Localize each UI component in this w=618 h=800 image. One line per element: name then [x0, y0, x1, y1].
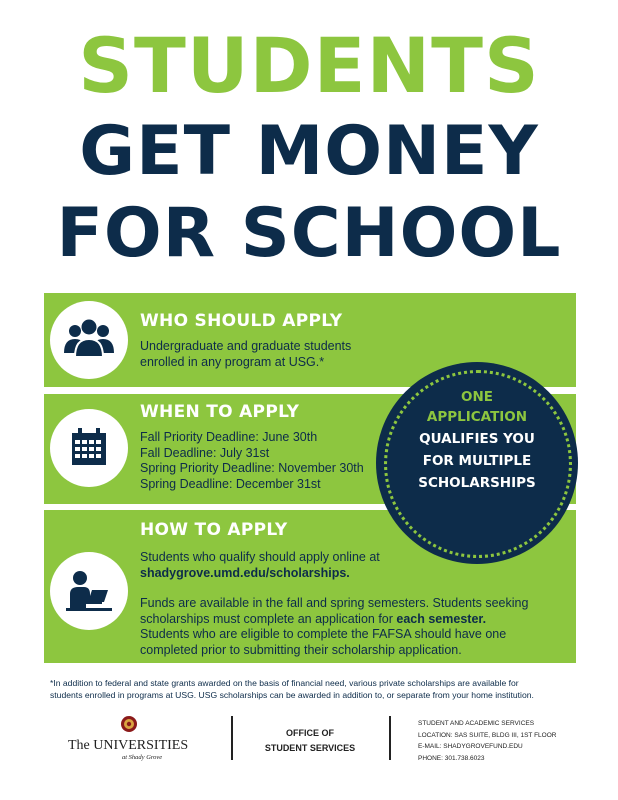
- universities-logo-text: The UNIVERSITIES: [68, 738, 189, 753]
- badge-line-5: SCHOLARSHIPS: [418, 475, 536, 491]
- headline-line-1: STUDENTS: [78, 21, 540, 110]
- people-group-icon: [50, 301, 128, 379]
- footer-divider-1: [231, 716, 233, 760]
- badge-line-3: QUALIFIES YOU: [419, 431, 535, 447]
- scholarship-url: shadygrove.umd.edu/scholarships.: [140, 565, 350, 580]
- headline-line-3: FOR SCHOOL: [56, 194, 562, 273]
- who-should-apply-text: Undergraduate and graduate students enrolled in any program at USG.*: [140, 339, 352, 369]
- footnote: *In addition to federal and state grants awarded on the basis of financial need, various private scholarships are available for students enrolled in programs at USG. USG scholarships can be awarded in addition to, or separate from your home institution.: [50, 678, 534, 700]
- footer-divider-2: [389, 716, 391, 760]
- badge-line-2: APPLICATION: [426, 409, 528, 425]
- one-application-badge: [376, 362, 578, 564]
- contact-info: STUDENT AND ACADEMIC SERVICES LOCATION: SAS SUITE, BLDG III, 1ST FLOOR E-MAIL: SHADYGROVEFUND.EDU PHONE: 301.738.6023: [418, 720, 557, 762]
- badge-line-4: FOR MULTIPLE: [422, 453, 532, 469]
- office-of-student-services: OFFICE OF STUDENT SERVICES: [264, 728, 356, 753]
- headline-line-2: GET MONEY: [79, 112, 539, 191]
- universities-logo-subtext: at Shady Grove: [122, 754, 163, 761]
- when-to-apply-deadlines: Fall Priority Deadline: June 30th Fall Deadline: July 31st Spring Priority Deadline: November 30th Spring Deadline: December 31st: [140, 430, 364, 491]
- who-should-apply-title: WHO SHOULD APPLY: [140, 311, 343, 331]
- how-to-apply-details: Funds are available in the fall and spring semesters. Students seeking scholarships must complete an application for each semester. Students who are eligible to complete the FAFSA should have one completed prior to submitting their scholarship application.: [140, 596, 529, 657]
- calendar-icon: [50, 409, 128, 487]
- person-at-laptop-icon: [50, 552, 128, 630]
- how-to-apply-instructions: Students who qualify should apply online at shadygrove.umd.edu/scholarships.: [140, 550, 380, 580]
- university-seal-icon: [120, 714, 138, 734]
- when-to-apply-title: WHEN TO APPLY: [140, 402, 300, 422]
- how-to-apply-title: HOW TO APPLY: [140, 520, 288, 540]
- badge-line-1: ONE: [461, 389, 493, 405]
